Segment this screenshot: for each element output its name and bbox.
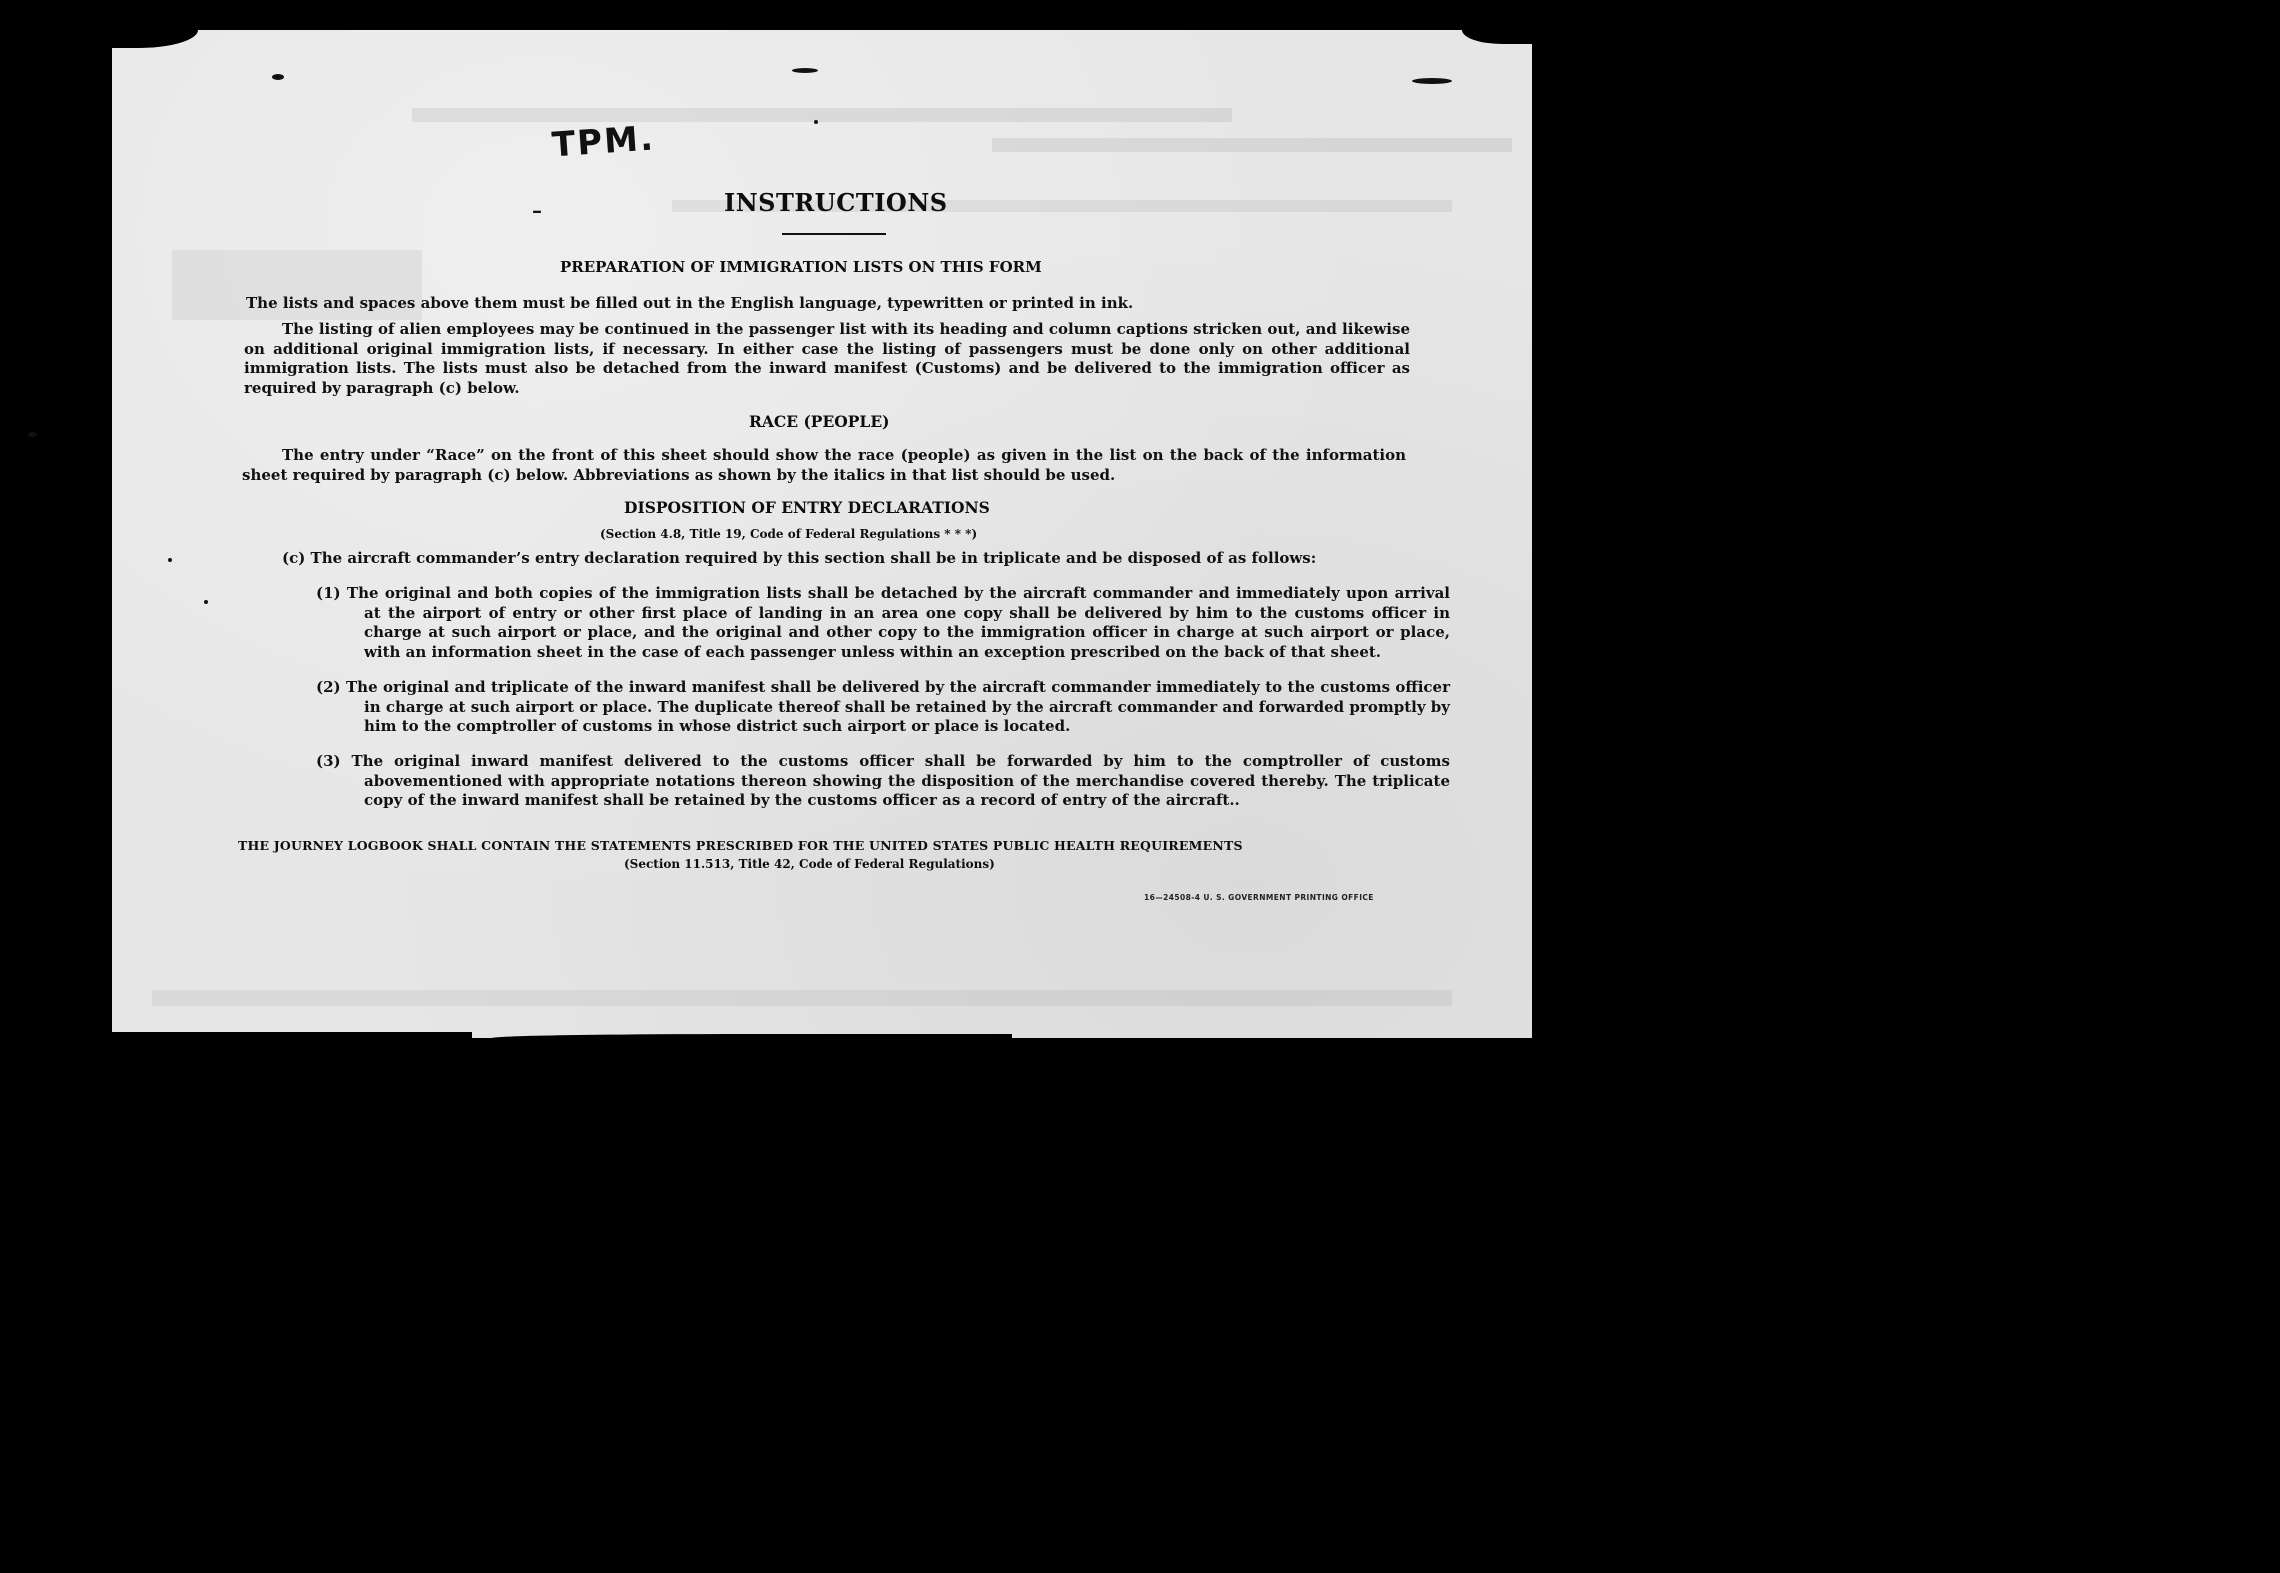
speck	[792, 68, 818, 73]
paragraph: The entry under “Race” on the front of this sheet should show the race (people) as given in the list on the back of the information sheet required by paragraph (c) below. Abbreviations as shown by the italics in that list should be used.	[242, 446, 1406, 484]
title-underline	[782, 233, 886, 235]
speck	[814, 120, 818, 124]
bleed-through	[412, 108, 1232, 122]
paragraph: The listing of alien employees may be continued in the passenger list with its heading and column captions stricken out, and likewise on additional original immigration lists, if necessary. In either case the listing of passengers must be done only on other additional immigration lists. The lists must also be detached from the inward manifest (Customs) and be delivered to the immigration officer as required by paragraph (c) below.	[244, 320, 1410, 397]
torn-corner	[112, 30, 198, 48]
document-sheet	[112, 30, 1532, 1038]
bleed-through	[992, 138, 1512, 152]
section-heading-preparation: PREPARATION OF IMMIGRATION LISTS ON THIS FORM	[560, 258, 1042, 276]
footer-citation: (Section 11.513, Title 42, Code of Federal Regulations)	[624, 857, 995, 871]
bleed-through	[152, 990, 1452, 1006]
speck	[168, 558, 172, 562]
speck	[272, 74, 284, 80]
list-item: (3) The original inward manifest delivered to the customs officer shall be forwarded by him to the comptroller of customs abovementioned with appropriate notations thereon showing the disposition of the merchandise covered thereby. The triplicate copy of the inward manifest shall be retained by the customs officer as a record of entry of the aircraft..	[316, 752, 1450, 809]
section-citation: (Section 4.8, Title 19, Code of Federal Regulations * * *)	[600, 527, 978, 541]
section-heading-race: RACE (PEOPLE)	[749, 412, 890, 431]
speck	[204, 600, 208, 604]
handwritten-mark: TPM.	[550, 118, 657, 166]
paragraph: The lists and spaces above them must be filled out in the English language, typewritten or printed in ink.	[246, 294, 1134, 312]
section-heading-disposition: DISPOSITION OF ENTRY DECLARATIONS	[624, 498, 990, 517]
list-item: (2) The original and triplicate of the inward manifest shall be delivered by the aircraft commander immediately to the customs officer in charge at such airport or place. The duplicate thereof shall be retained by the aircraft commander and forwarded promptly by him to the comptroller of customs in whose district such airport or place is located.	[316, 678, 1450, 735]
torn-edge	[112, 1032, 472, 1038]
list-item: (1) The original and both copies of the immigration lists shall be detached by the aircraft commander and immediately upon arrival at the airport of entry or other first place of landing in an area one copy shall be delivered by him to the customs officer in charge at such airport or place, and the original and other copy to the immigration officer in charge at such airport or place, with an information sheet in the case of each passenger unless within an exception prescribed on the back of that sheet.	[316, 584, 1450, 661]
printer-line: 16—24508-4 U. S. GOVERNMENT PRINTING OFFICE	[1144, 893, 1374, 902]
speck	[28, 432, 37, 437]
paragraph-intro: (c) The aircraft commander’s entry declaration required by this section shall be in triplicate and be disposed of as follows:	[282, 549, 1317, 567]
torn-edge	[492, 1034, 1012, 1038]
page-title: INSTRUCTIONS	[724, 188, 948, 217]
torn-corner	[1462, 30, 1532, 44]
dash-mark: –	[532, 198, 542, 222]
speck	[1412, 78, 1452, 84]
footer-statement: THE JOURNEY LOGBOOK SHALL CONTAIN THE STATEMENTS PRESCRIBED FOR THE UNITED STATES PUBLIC HEALTH REQUIREMENTS	[238, 838, 1243, 853]
